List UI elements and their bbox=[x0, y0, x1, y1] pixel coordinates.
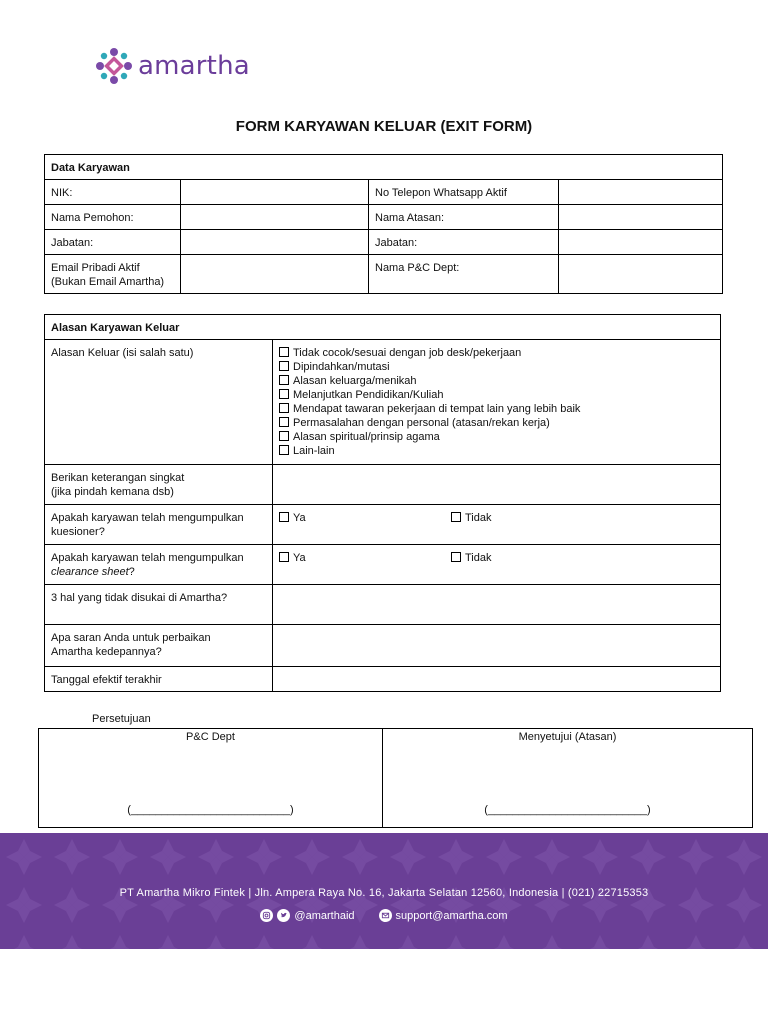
email-label-line1: Email Pribadi Aktif bbox=[51, 262, 140, 274]
alasan-options bbox=[273, 340, 721, 465]
nama-atasan-field[interactable] bbox=[559, 205, 723, 230]
whatsapp-label: No Telepon Whatsapp Aktif bbox=[369, 180, 559, 205]
form-title: FORM KARYAWAN KELUAR (EXIT FORM) bbox=[235, 118, 533, 135]
jabatan-field[interactable] bbox=[181, 230, 369, 255]
option-item[interactable]: Tidak cocok/sesuai dengan job desk/pekerjaan bbox=[279, 346, 714, 360]
jabatan-atasan-field[interactable] bbox=[559, 230, 723, 255]
atasan-title: Menyetujui (Atasan) bbox=[518, 731, 617, 743]
tanggal-field[interactable] bbox=[273, 667, 721, 692]
amartha-flower-icon bbox=[94, 46, 134, 86]
brand-name: amartha bbox=[138, 51, 250, 81]
option-item[interactable]: Melanjutkan Pendidikan/Kuliah bbox=[279, 388, 714, 402]
email-icon bbox=[379, 909, 392, 922]
clearance-options bbox=[273, 545, 721, 585]
alasan-keluar-label: Alasan Keluar (isi salah satu) bbox=[45, 340, 273, 465]
nama-pemohon-field[interactable] bbox=[181, 205, 369, 230]
jabatan-label: Jabatan: bbox=[45, 230, 181, 255]
nama-atasan-label: Nama Atasan: bbox=[369, 205, 559, 230]
instagram-icon[interactable] bbox=[260, 909, 273, 922]
kuesioner-options bbox=[273, 505, 721, 545]
dislike-label: 3 hal yang tidak disukai di Amartha? bbox=[45, 585, 273, 625]
alasan-table bbox=[44, 314, 721, 692]
clearance-ya[interactable]: Ya bbox=[279, 551, 451, 565]
email-field[interactable] bbox=[181, 255, 369, 294]
whatsapp-field[interactable] bbox=[559, 180, 723, 205]
nama-pc-label: Nama P&C Dept: bbox=[369, 255, 559, 294]
footer-contacts bbox=[0, 909, 768, 922]
jabatan-atasan-label: Jabatan: bbox=[369, 230, 559, 255]
pc-dept-signature-line: (__________________________) bbox=[127, 804, 294, 816]
saran-label: Apa saran Anda untuk perbaikan Amartha kedepannya? bbox=[45, 625, 273, 667]
atasan-signature-box[interactable] bbox=[383, 729, 753, 828]
data-karyawan-header: Data Karyawan bbox=[45, 155, 723, 180]
saran-field[interactable] bbox=[273, 625, 721, 667]
nama-pc-field[interactable] bbox=[559, 255, 723, 294]
nama-pemohon-label: Nama Pemohon: bbox=[45, 205, 181, 230]
dislike-field[interactable] bbox=[273, 585, 721, 625]
option-item[interactable]: Dipindahkan/mutasi bbox=[279, 360, 714, 374]
email-label bbox=[45, 255, 181, 294]
nik-label: NIK: bbox=[45, 180, 181, 205]
footer bbox=[0, 833, 768, 949]
data-karyawan-table bbox=[44, 154, 723, 294]
social-handle[interactable]: @amarthaid bbox=[294, 909, 355, 922]
checkbox-icon[interactable] bbox=[279, 417, 289, 427]
clearance-tidak[interactable]: Tidak bbox=[451, 552, 492, 564]
checkbox-icon[interactable] bbox=[279, 431, 289, 441]
alasan-header: Alasan Karyawan Keluar bbox=[45, 315, 721, 340]
checkbox-icon[interactable] bbox=[279, 512, 289, 522]
checkbox-icon[interactable] bbox=[279, 347, 289, 357]
twitter-icon[interactable] bbox=[277, 909, 290, 922]
approval-table bbox=[38, 728, 753, 828]
checkbox-icon[interactable] bbox=[451, 512, 461, 522]
kuesioner-label: Apakah karyawan telah mengumpulkan kuesioner? bbox=[45, 505, 273, 545]
email-label-line2: (Bukan Email Amartha) bbox=[51, 276, 165, 288]
option-item[interactable]: Permasalahan dengan personal (atasan/rekan kerja) bbox=[279, 416, 714, 430]
atasan-signature-line: (__________________________) bbox=[484, 804, 651, 816]
kuesioner-tidak[interactable]: Tidak bbox=[451, 512, 492, 524]
checkbox-icon[interactable] bbox=[279, 552, 289, 562]
checkbox-icon[interactable] bbox=[279, 445, 289, 455]
option-item[interactable]: Mendapat tawaran pekerjaan di tempat lain yang lebih baik bbox=[279, 402, 714, 416]
pc-dept-signature-box[interactable] bbox=[39, 729, 383, 828]
checkbox-icon[interactable] bbox=[279, 375, 289, 385]
option-item[interactable]: Alasan keluarga/menikah bbox=[279, 374, 714, 388]
keterangan-label: Berikan keterangan singkat (jika pindah kemana dsb) bbox=[45, 465, 273, 505]
keterangan-field[interactable] bbox=[273, 465, 721, 505]
pc-dept-title: P&C Dept bbox=[186, 731, 235, 743]
tanggal-label: Tanggal efektif terakhir bbox=[45, 667, 273, 692]
checkbox-icon[interactable] bbox=[279, 403, 289, 413]
nik-field[interactable] bbox=[181, 180, 369, 205]
checkbox-icon[interactable] bbox=[279, 389, 289, 399]
footer-address: PT Amartha Mikro Fintek | Jln. Ampera Raya No. 16, Jakarta Selatan 12560, Indonesia | (021) 22715353 bbox=[119, 887, 649, 899]
checkbox-icon[interactable] bbox=[451, 552, 461, 562]
persetujuan-heading: Persetujuan bbox=[92, 713, 151, 725]
support-email[interactable]: support@amartha.com bbox=[395, 909, 508, 922]
kuesioner-ya[interactable]: Ya bbox=[279, 511, 451, 525]
checkbox-icon[interactable] bbox=[279, 361, 289, 371]
amartha-logo bbox=[94, 46, 250, 86]
option-item[interactable]: Alasan spiritual/prinsip agama bbox=[279, 430, 714, 444]
option-item[interactable]: Lain-lain bbox=[279, 444, 714, 458]
clearance-label: Apakah karyawan telah mengumpulkan clearance sheet? bbox=[45, 545, 273, 585]
